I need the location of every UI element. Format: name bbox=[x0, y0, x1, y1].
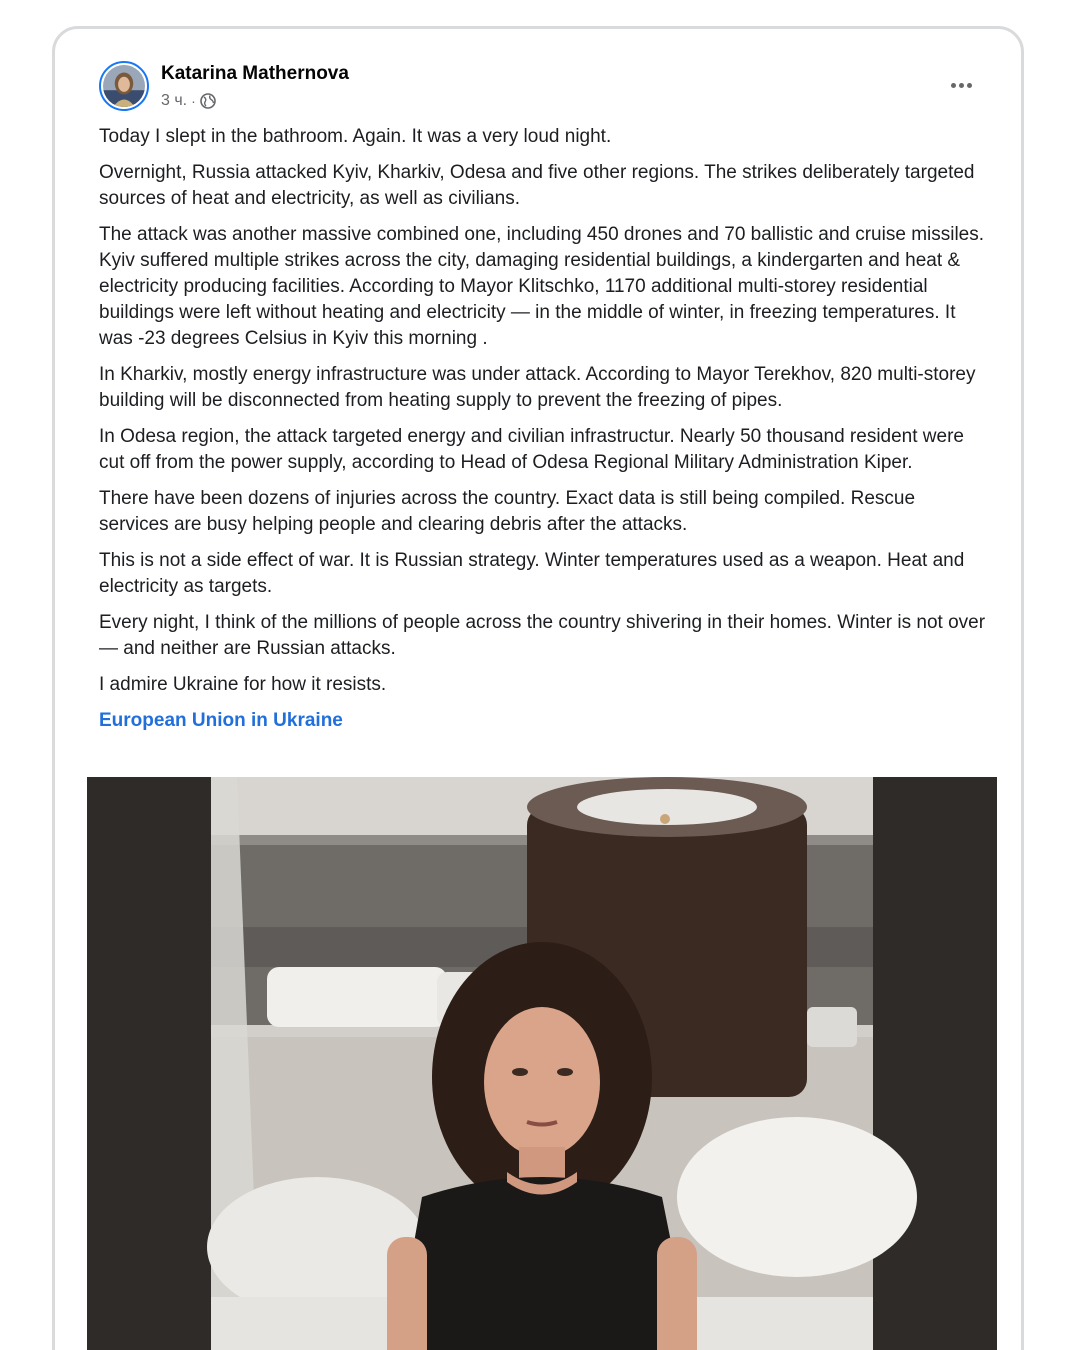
more-options-dot bbox=[959, 83, 964, 88]
post-body bbox=[99, 124, 989, 744]
post-paragraph: Overnight, Russia attacked Kyiv, Kharkiv, Odesa and five other regions. The strikes deliberately targeted sources of heat and electricity, as well as civilians. bbox=[99, 162, 975, 209]
post-paragraph: Every night, I think of the millions of people across the country shivering in their homes. Winter is not over — and neither are Russian attacks. bbox=[99, 612, 986, 659]
meta-separator: · bbox=[191, 93, 196, 109]
post-photo[interactable] bbox=[87, 777, 997, 1350]
post-paragraph: In Kharkiv, mostly energy infrastructure was under attack. According to Mayor Terekhov, 820 multi-storey building will be disconnected from heating supply to prevent the freezing of pipes. bbox=[99, 364, 976, 411]
more-options-icon bbox=[951, 83, 956, 88]
post-timestamp[interactable]: 3 ч. bbox=[161, 92, 188, 109]
tagged-page-link[interactable]: European Union in Ukraine bbox=[99, 710, 343, 731]
post-paragraph: This is not a side effect of war. It is Russian strategy. Winter temperatures used as a weapon. Heat and electricity as targets. bbox=[99, 550, 965, 597]
more-options-button[interactable] bbox=[943, 73, 979, 97]
tag-paragraph bbox=[99, 708, 989, 734]
post-paragraph: I admire Ukraine for how it resists. bbox=[99, 674, 387, 695]
post-paragraph: In Odesa region, the attack targeted energy and civilian infrastructur. Nearly 50 thousand resident were cut off from the power supply, according to Head of Odesa Regional Military Administration Kiper. bbox=[99, 426, 964, 473]
globe-icon[interactable] bbox=[200, 93, 216, 109]
post-paragraph: There have been dozens of injuries across the country. Exact data is still being compiled. Rescue services are busy helping people and clearing debris after the attacks. bbox=[99, 488, 916, 535]
bathroom-photo bbox=[87, 777, 997, 1350]
author-avatar[interactable] bbox=[99, 61, 149, 111]
post-card bbox=[52, 26, 1024, 1350]
post-paragraph: The attack was another massive combined one, including 450 drones and 70 ballistic and cruise missiles. Kyiv suffered multiple strikes across the city, damaging residential buildings, a kindergarten and heat & electricity producing facilities. According to Mayor Klitschko, 1170 additional multi-storey residential buildings were left without heating and electricity — in the middle of winter, in freezing temperatures. It was -23 degrees Celsius in Kyiv this morning . bbox=[99, 224, 985, 349]
avatar-photo bbox=[103, 65, 145, 107]
post-paragraph: Today I slept in the bathroom. Again. It was a very loud night. bbox=[99, 126, 612, 147]
more-options-dot bbox=[967, 83, 972, 88]
post-meta bbox=[161, 92, 216, 110]
author-name[interactable]: Katarina Mathernova bbox=[161, 63, 349, 84]
